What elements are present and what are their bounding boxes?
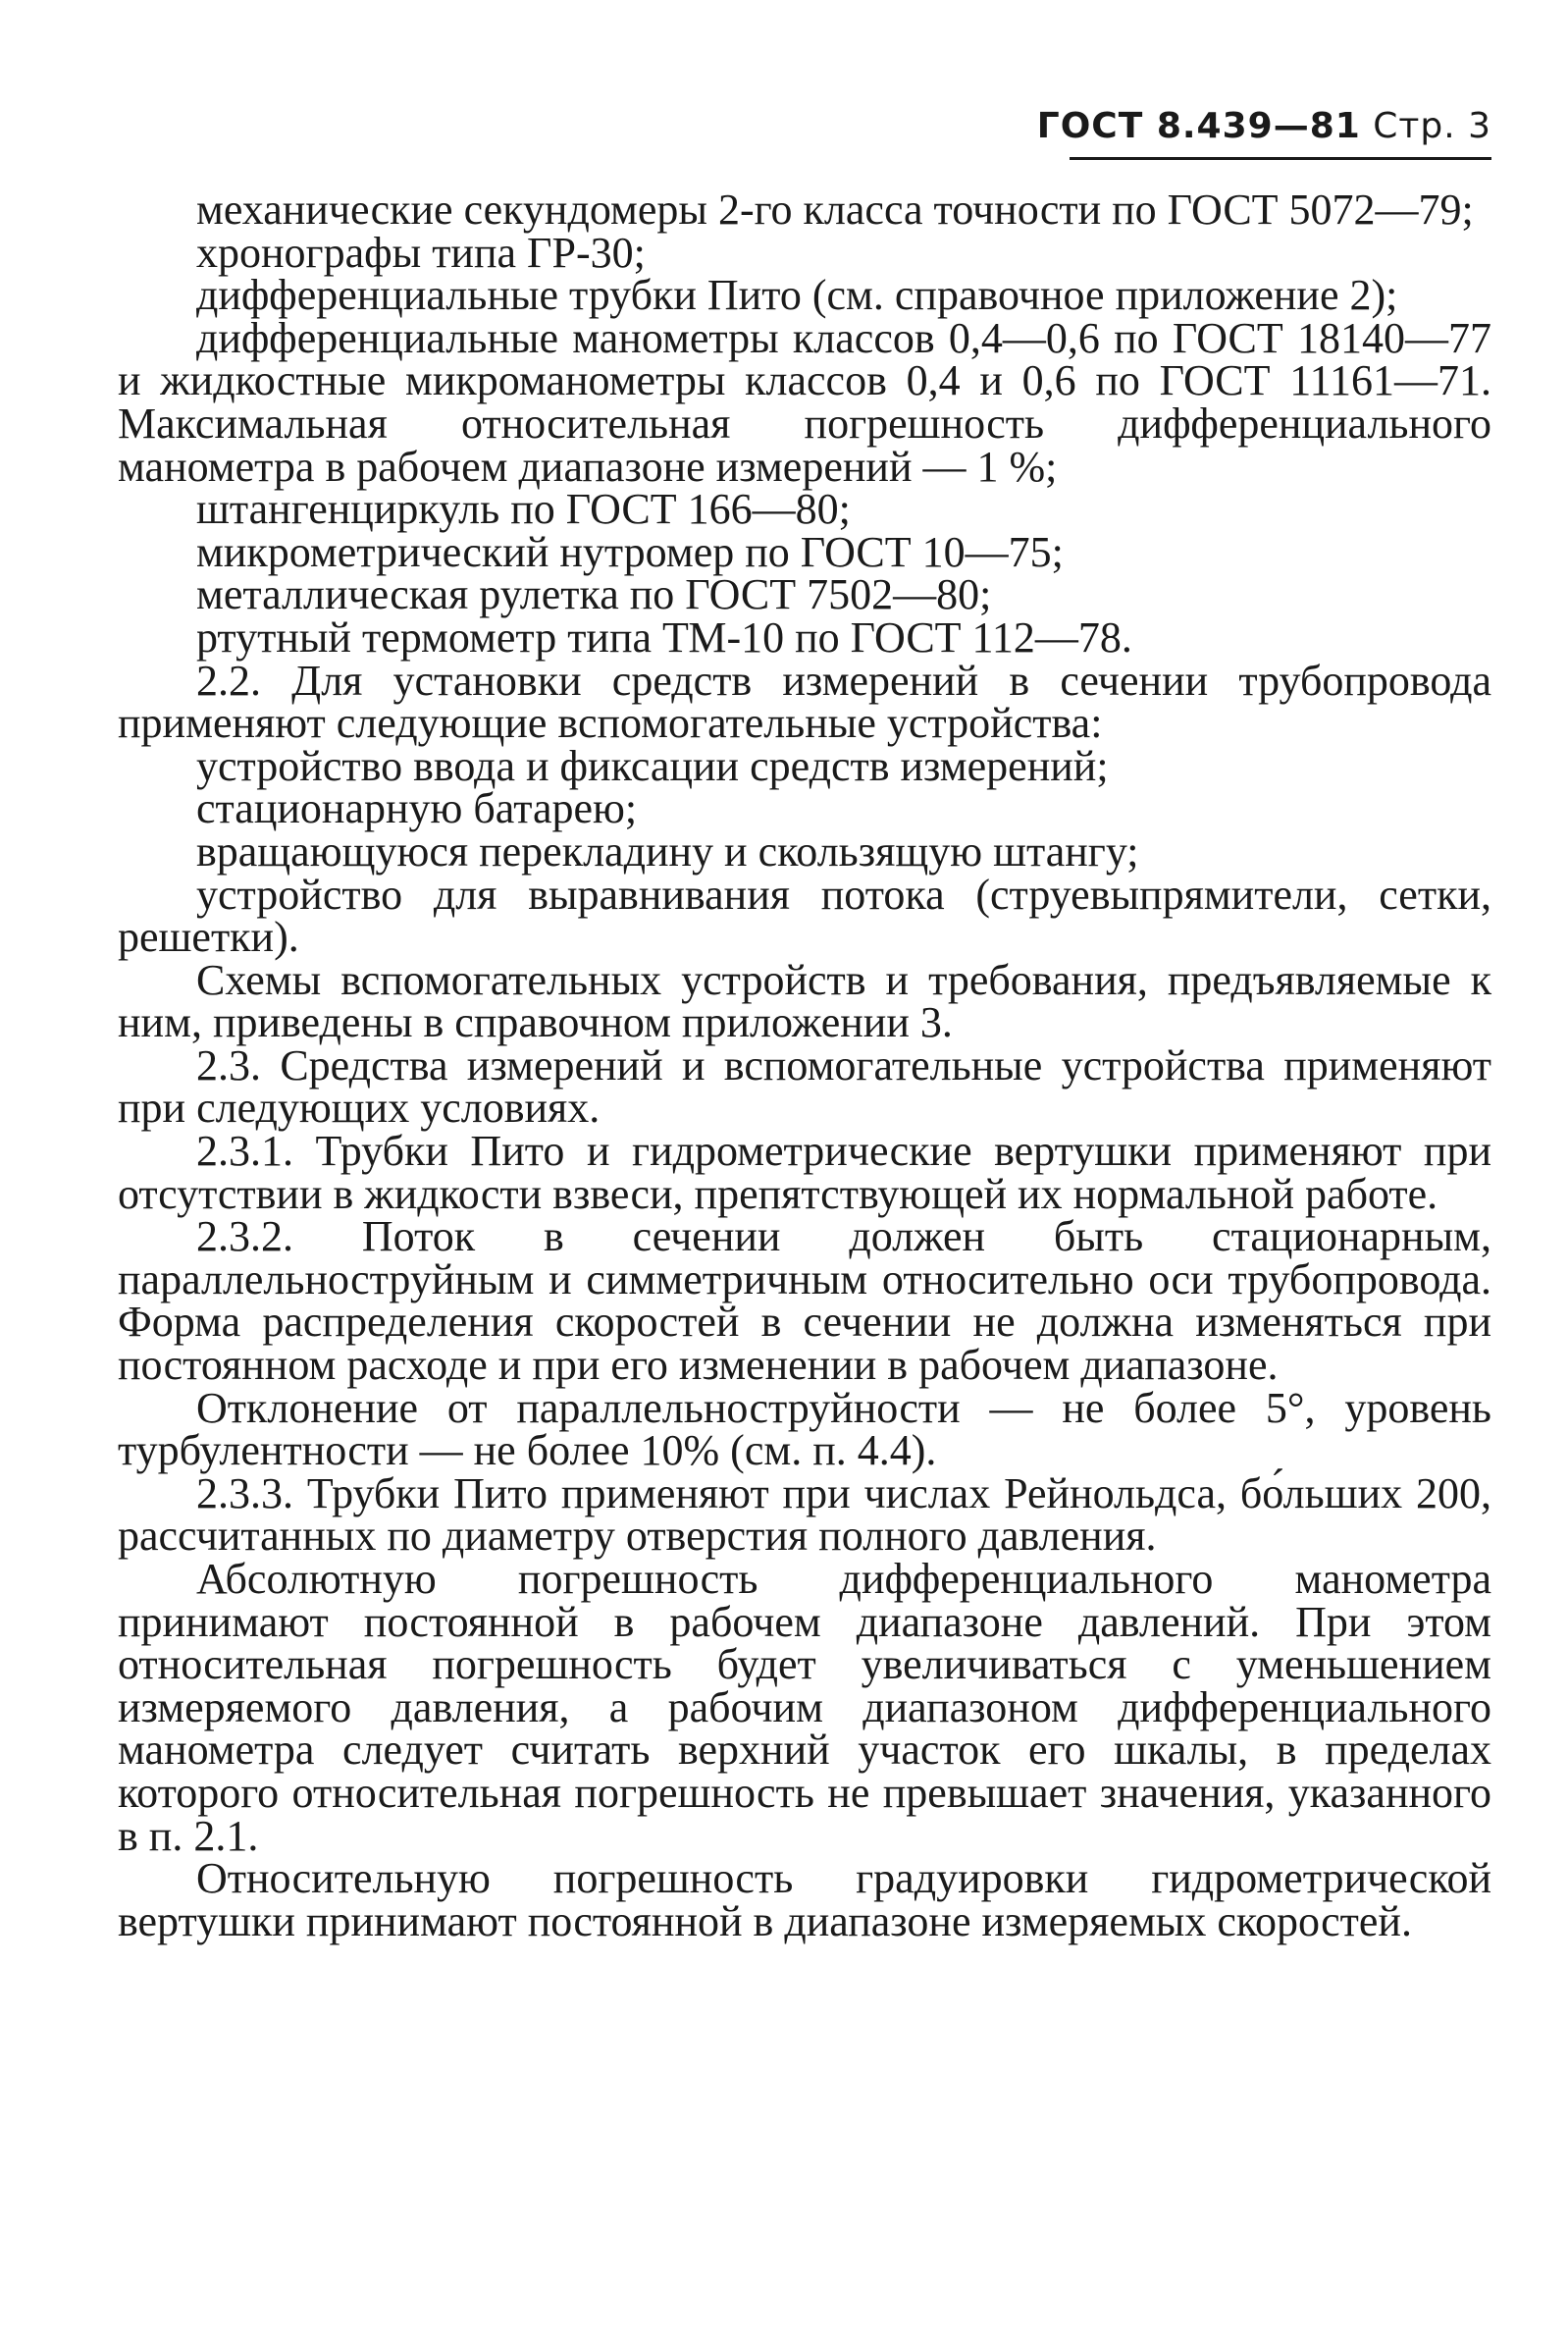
- paragraph-pitot-tubes: дифференциальные трубки Пито (см. справочное приложение 2);: [196, 271, 1398, 320]
- paragraph-input-device: устройство ввода и фиксации средств измерений;: [196, 741, 1109, 790]
- paragraph-absolute-error: Абсолютную погрешность дифференциального манометра принимают постоянной в рабочем диапазоне давлений. При этом относительная погрешность будет увеличиваться с уменьшением измеряемого давления, а рабочим диапазоном дифференциального манометра следует считать верхний участок его шкалы, в пределах которого относительная погрешность не превышает значения, указанного в п. 2.1.: [118, 1555, 1491, 1860]
- paragraph-stopwatches: механические секундомеры 2-го класса точности по ГОСТ 5072—79;: [196, 186, 1474, 234]
- paragraph-manometers: дифференциальные манометры классов 0,4—0,6 по ГОСТ 18140—77 и жидкостные микроманометры классов 0,4 и 0,6 по ГОСТ 11161—71. Максимальная относительная погрешность дифференциального манометра в рабочем диапазоне измерений — 1 %;: [118, 313, 1491, 491]
- paragraph-chronographs: хронографы типа ГР-30;: [196, 228, 646, 277]
- paragraph-caliper: штангенциркуль по ГОСТ 166—80;: [196, 485, 851, 534]
- running-head: [1037, 106, 1491, 146]
- paragraph-calibration-error: Относительную погрешность градуировки гидрометрической вертушки принимают постоянной в диапазоне измеряемых скоростей.: [118, 1854, 1491, 1945]
- paragraph-schemes: Схемы вспомогательных устройств и требования, предъявляемые к ним, приведены в справочном приложении 3.: [118, 955, 1491, 1047]
- paragraph-battery: стационарную батарею;: [196, 784, 638, 833]
- paragraph-crossbar: вращающуюся перекладину и скользящую штангу;: [196, 826, 1139, 876]
- paragraph-micrometer: микрометрический нутромер по ГОСТ 10—75;: [196, 527, 1064, 576]
- paragraph-2-3-1: 2.3.1. Трубки Пито и гидрометрические вертушки применяют при отсутствии в жидкости взвеси, препятствующей их нормальной работе.: [118, 1127, 1491, 1218]
- paragraph-deviation: Отклонение от параллельноструйности — не более 5°, уровень турбулентности — не более 10% (см. п. 4.4).: [118, 1383, 1491, 1475]
- body-text: [118, 186, 1491, 1945]
- paragraph-2-3-3: 2.3.3. Трубки Пито применяют при числах Рейнольдса, бо́льших 200, рассчитанных по диаметру отверстия полного давления.: [118, 1468, 1491, 1561]
- paragraph-tape: металлическая рулетка по ГОСТ 7502—80;: [196, 570, 992, 619]
- paragraph-2-2: 2.2. Для установки средств измерений в сечении трубопровода применяют следующие вспомогательные устройства:: [118, 656, 1491, 748]
- standard-number: ГОСТ 8.439—81: [1036, 106, 1361, 146]
- paragraph-flow-straightener: устройство для выравнивания потока (струевыпрямители, сетки, решетки).: [118, 870, 1491, 962]
- paragraph-2-3-2: 2.3.2. Поток в сечении должен быть стационарным, параллельноструйным и симметричным относительно оси трубопровода. Форма распределения скоростей в сечении не должна изменяться при постоянном расходе и при его изменении в рабочем диапазоне.: [118, 1212, 1491, 1390]
- header-rule: [1070, 157, 1491, 160]
- paragraph-thermometer: ртутный термометр типа ТМ-10 по ГОСТ 112—78.: [196, 612, 1132, 662]
- page-number: Стр. 3: [1373, 106, 1491, 146]
- paragraph-2-3: 2.3. Средства измерений и вспомогательные устройства применяют при следующих условиях.: [118, 1040, 1491, 1133]
